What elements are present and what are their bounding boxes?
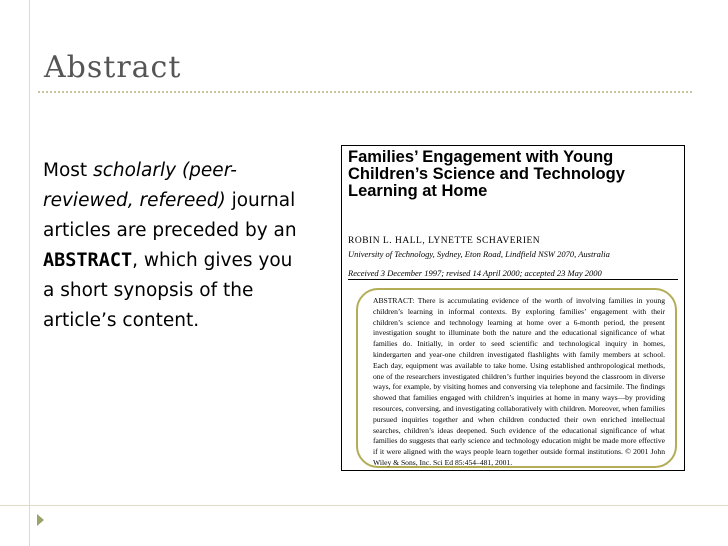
article-authors: ROBIN L. HALL, LYNETTE SCHAVERIEN [348, 236, 541, 246]
footer-rule [0, 505, 728, 506]
journal-article-excerpt [341, 145, 685, 471]
body-text-lead: Most [43, 160, 94, 181]
slide-bullet-icon [37, 514, 44, 526]
body-text-italic: scholarly (peer-reviewed, refereed) [43, 160, 237, 211]
title-divider [38, 91, 692, 93]
slide-left-rule [29, 0, 30, 546]
body-text-abstract-keyword: ABSTRACT [43, 250, 133, 271]
slide-title: Abstract [44, 50, 182, 85]
article-received-dates: Received 3 December 1997; revised 14 April 2000; accepted 23 May 2000 [348, 268, 602, 278]
body-text-tail: , which gives you a short synopsis of the article’s content. [43, 250, 293, 331]
article-title: Families’ Engagement with Young Children’s Science and Technology Learning at Home [348, 148, 625, 200]
article-affiliation: University of Technology, Sydney, Eton Road, Lindfield NSW 2070, Australia [348, 249, 610, 259]
article-divider [348, 279, 678, 280]
slide-body-text [43, 156, 298, 336]
article-abstract: ABSTRACT: There is accumulating evidence of the worth of involving families in young children’s learning in informal contexts. By exploring families’ engagement with their children’s science and technology learning at home over a 6-month period, the present investigation sought to illuminate both the nature and the educational significance of what families do. Initially, in order to seed scientific and technological inquiry in homes, kindergarten and year-one children investigated flashlights with family members at school. Each day, equipment was available to take home. Using established anthropological methods, one of the researchers investigated children’s further inquiries beyond the classroom in diverse ways, for example, by visiting homes and conversing via telephone and facsimile. The findings showed that families engaged with children’s inquiries at home in many ways—by providing resources, conversing, and investigating collaboratively with children. Moreover, when families pursued inquiries together and when children conducted their own enriched intellectual searches, children’s ideas deepened. Such evidence of the educational significance of what families do suggests that early science and technology education might be made more effective if it were aligned with the ways people learn together outside formal institutions. © 2001 John Wiley & Sons, Inc. Sci Ed 85:454–481, 2001. [373, 296, 665, 467]
body-text-mid: journal articles are preceded by an [43, 190, 297, 241]
